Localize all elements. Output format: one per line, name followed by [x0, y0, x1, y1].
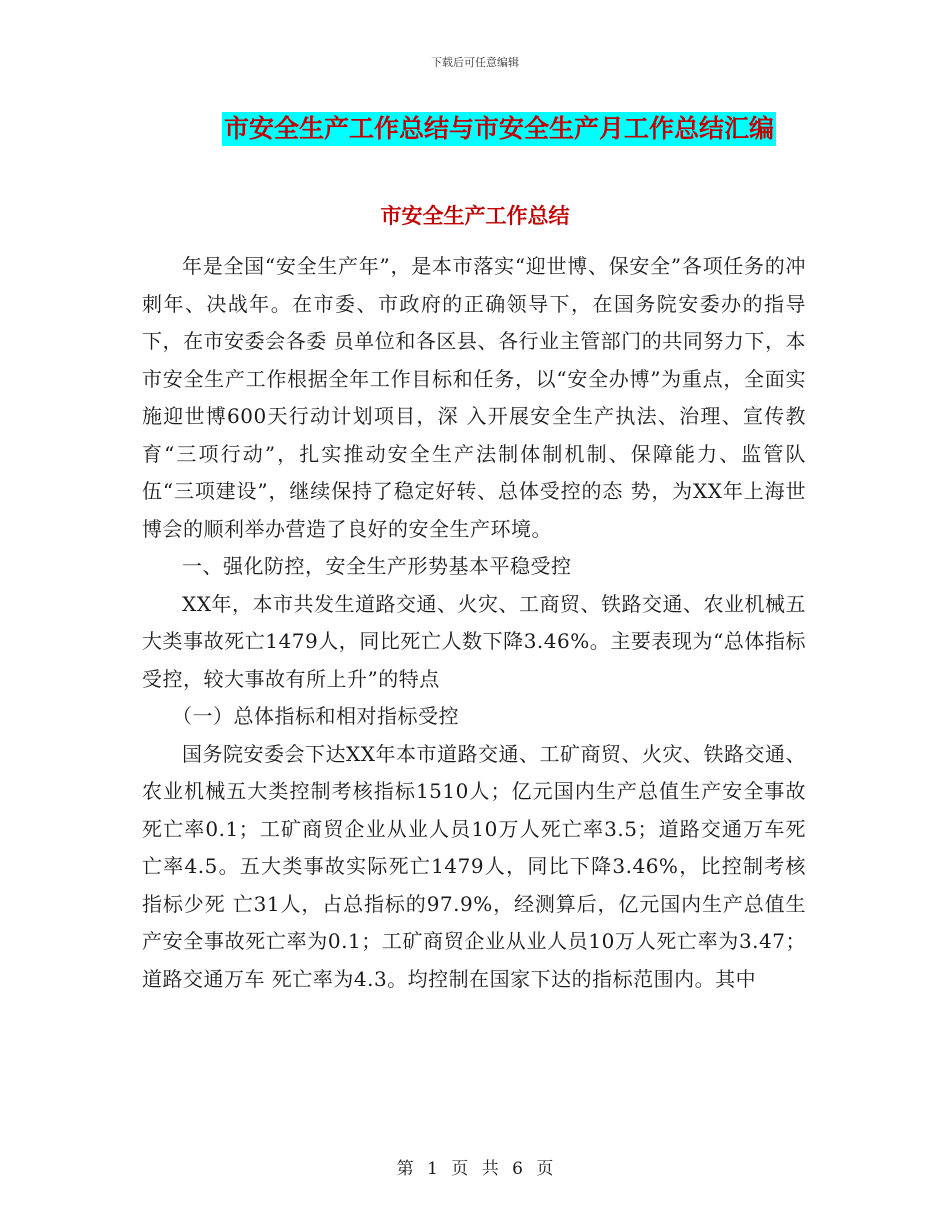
- heading-subsection-one: （一）总体指标和相对指标受控: [172, 704, 459, 728]
- document-title-container: [0, 112, 950, 146]
- footer-total-pages: 6: [512, 1159, 523, 1179]
- footer-total-label: 共: [481, 1159, 499, 1179]
- heading-section-one: 一、强化防控，安全生产形势基本平稳受控: [182, 554, 572, 578]
- footer-page-prefix: 第: [396, 1159, 414, 1179]
- page-footer: [0, 1154, 950, 1179]
- paragraph-intro: 年是全国“安全生产年”，是本市落实“迎世博、保安全”各项任务的冲刺年、决战年。在市委、市政府的正确领导下，在国务院安委办的指导下，在市安委会各委 员单位和各区县、各行业主管部门的共同努力下，本市安全生产工作根据全年工作目标和任务，以“安全办博”为重点，全面实施迎世博600天行动计划项目，深 入开展安全生产执法、治理、宣传教育“三项行动”，扎实推动安全生产法制体制机制、保障能力、监管队伍“三项建设”，继续保持了稳定好转、总体受控的态 势，为XX年上海世博会的顺利举办营造了良好的安全生产环境。: [142, 254, 806, 541]
- paragraph-indicators: 国务院安委会下达XX年本市道路交通、工矿商贸、火灾、铁路交通、农业机械五大类控制考核指标1510人；亿元国内生产总值生产安全事故死亡率0.1；工矿商贸企业从业人员10万人死亡率3.5；道路交通万车死亡率4.5。五大类事故实际死亡1479人，同比下降3.46%，比控制考核指标少死 亡31人，占总指标的97.9%，经测算后，亿元国内生产总值生产安全事故死亡率为0.1；工矿商贸企业从业人员10万人死亡率为3.47；道路交通万车 死亡率为4.3。均控制在国家下达的指标范围内。其中: [142, 741, 806, 991]
- footer-page-suffix: 页: [536, 1159, 554, 1179]
- section-title: 市安全生产工作总结: [380, 204, 570, 228]
- header-note: 下载后可任意编辑: [431, 56, 519, 69]
- document-title: 市安全生产工作总结与市安全生产月工作总结汇编: [222, 112, 776, 146]
- document-body: [142, 248, 806, 998]
- footer-page-mid: 页: [451, 1159, 469, 1179]
- footer-page-number: 1: [427, 1159, 438, 1179]
- paragraph-accidents: XX年，本市共发生道路交通、火灾、工商贸、铁路交通、农业机械五大类事故死亡1479人，同比死亡人数下降3.46%。主要表现为“总体指标受控，较大事故有所上升”的特点: [142, 591, 806, 691]
